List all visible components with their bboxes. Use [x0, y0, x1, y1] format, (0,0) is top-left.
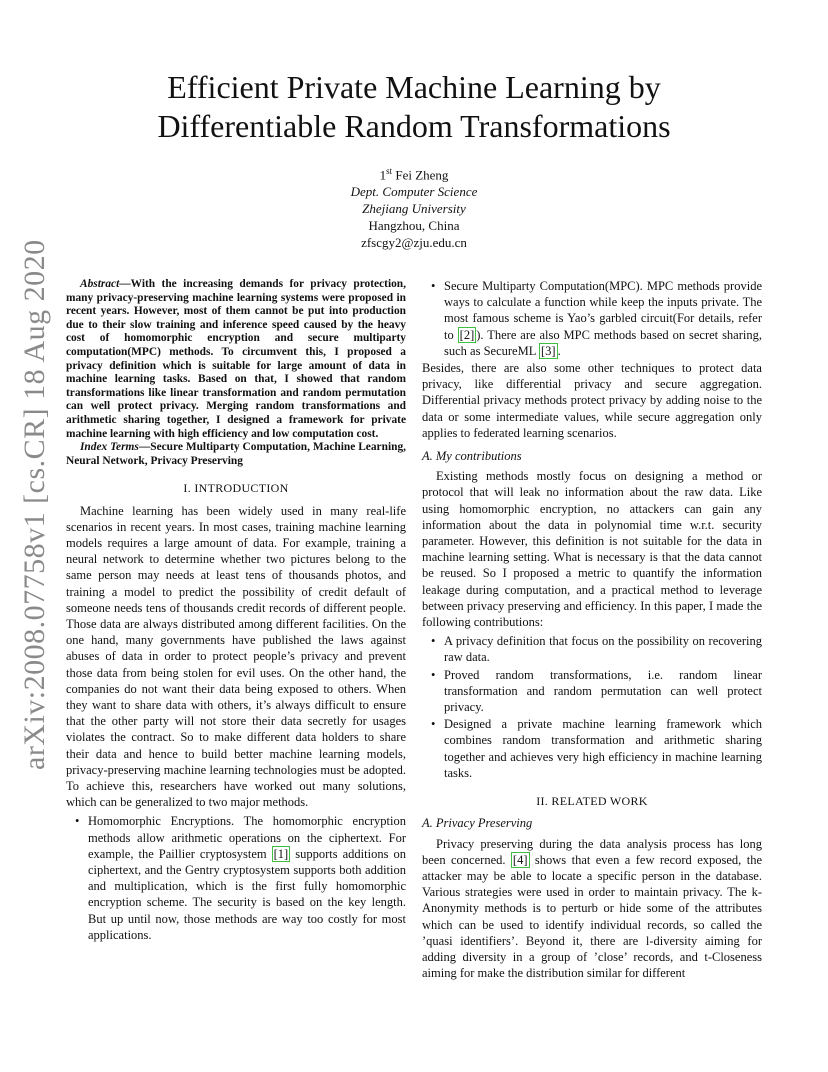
privacy-preserving-heading: A. Privacy Preserving — [422, 816, 533, 831]
privacy-text-a: Privacy preserving during the data analysis process has long been concerned. — [422, 836, 762, 867]
author-university: Zhejiang University — [362, 201, 466, 217]
intro-paragraph: Machine learning has been widely used in many real-life scenarios in recent years. In most cases, training machine learning models requires a large amount of data. For example, training a neural network to determine whether two pictures belong to the same person may needs at least tens of thousands photos, and training a model to predict the possibility of credit default of someone needs tens of thousands credit records of different people. Those data are always distributed among different facilities. On the one hand, many governments have published the laws against abuses of data in order to protect people’s privacy and prevent those data from being stolen for evil uses. On the other hand, the companies do not want their data being exposed to others. When they want to share data with others, it’s always difficult to ensure that the other party will not store their data secretly for usages violates the contract. So to make different data holders to share their data and hence to build better machine learning models, privacy-preserving machine learning technologies must be adopted. To achieve this, researchers have worked out many solutions, which can be generalized to two major methods. — [66, 503, 406, 810]
citation-link-3[interactable]: [3] — [541, 343, 556, 358]
intro-bullets-continued — [422, 278, 762, 359]
author-dept: Dept. Computer Science — [350, 184, 478, 200]
contributions-paragraph: Existing methods mostly focus on designing a method or protocol that will leak no information about the raw data. Like using homomorphic encryption, no attackers can gain any information about the data in polynomial time w.r.t. security parameter. However, this definition is not suitable for the data in machine learning setting. What is necessary is that the data cannot be reused. So I proposed a metric to quantify the information leakage during computation, and a practical method to leverage between privacy preserving and efficiency. In this paper, I made the following contributions: — [422, 469, 762, 630]
left-column — [66, 278, 406, 944]
bullet-mpc-text-c: . — [557, 343, 561, 358]
author-block — [214, 163, 614, 251]
abstract-lead: Abstract — [80, 278, 120, 290]
bullet-homomorphic-text-b: supports additions on ciphertext, and the Gentry cryptosystem supports both addition and multiplication, which is the first fully homomorphic encryption scheme. The security is based on the key length. But up until now, those methods are way too costly for most applications. — [88, 846, 406, 942]
author-email[interactable]: zfscgy2@zju.edu.cn — [361, 235, 467, 251]
abstract-text: With the increasing demands for privacy protection, many privacy-preserving machine learning systems were proposed in recent years. However, most of them cannot be put into production due to their slow training and inference speed caused by the heavy cost of homomorphic encryption and secure multiparty computation(MPC) methods. To circumvent this, I proposed a privacy definition which is suitable for large amount of data in machine learning tasks. Based on that, I showed that random transformations like linear transformation and random permutation can well protect privacy. Merging random transformations and arithmetic sharing together, I designed a framework for private machine learning with high efficiency and low computation cost. — [66, 278, 406, 440]
author-location: Hangzhou, China — [368, 218, 460, 234]
contributions-heading: A. My contributions — [422, 449, 522, 464]
abstract-dash: — — [119, 278, 131, 290]
intro-bullets — [66, 813, 406, 943]
privacy-paragraph — [422, 836, 762, 982]
index-terms-text: —Secure Multiparty Computation, Machine Learning, Neural Network, Privacy Preserving — [66, 441, 406, 467]
contribution-item: • Designed a private machine learning framework which combines random transformation and arithmetic sharing together and achieves very high efficiency in machine learning tasks. — [444, 716, 762, 781]
abstract — [66, 278, 406, 441]
contributions-list — [422, 633, 762, 781]
citation-link-1[interactable]: [1] — [273, 846, 289, 861]
author-name: Fei Zheng — [395, 167, 449, 183]
section-related-work-heading: II. RELATED WORK — [536, 794, 648, 809]
bullet-mpc-text-b: ). There are also MPC methods based on secret sharing, such as SecureML — [444, 327, 762, 358]
index-terms — [66, 441, 406, 468]
besides-paragraph: Besides, there are also some other techniques to protect data privacy, like differential privacy and secure aggregation. Differential privacy methods protect privacy by adding noise to the data or some intermediate values, while secure aggregation only applies to federated learning scenarios. — [422, 361, 762, 440]
contribution-item: • A privacy definition that focus on the possibility on recovering raw data. — [444, 633, 762, 665]
contribution-item: • Proved random transformations, i.e. random linear transformation and random permutation can well protect privacy. — [444, 667, 762, 716]
bullet-homomorphic — [88, 813, 406, 943]
bullet-homomorphic-text-a: Homomorphic Encryptions. The homomorphic encryption methods allow arithmetic operations on the ciphertext. For example, the Paillier cryptosystem — [88, 814, 406, 861]
title-line-2: Differentiable Random Transformations — [157, 108, 671, 144]
paper-title — [90, 68, 738, 146]
index-terms-lead: Index Terms — [80, 441, 139, 454]
author-rank: 1 — [379, 167, 387, 183]
section-introduction-heading: I. INTRODUCTION — [183, 481, 289, 496]
privacy-text-b: shows that even a few record exposed, the attacker may be able to locate a specific person in the database. Various strategies were used in order to maintain privacy. The k-Anonymity methods is to perturb or hide some of the attributes which can be used to identify individual records, so called the ’quasi identifiers’. Beyond it, there are l-diversity aiming for adding diversity in a group of ’close’ records, and t-Closeness aiming for make the distribution similar for different — [422, 852, 762, 981]
right-column — [422, 278, 762, 981]
author-name-line — [214, 163, 614, 183]
arxiv-stamp: arXiv:2008.07758v1 [cs.CR] 18 Aug 2020 — [18, 239, 51, 770]
author-rank-sup: st — [386, 166, 393, 176]
bullet-mpc-text-a: Secure Multiparty Computation(MPC). MPC methods provide ways to calculate a function while keep the inputs private. The most famous scheme is Yao’s garbled circuit(For details, refer to — [444, 279, 762, 342]
bullet-mpc — [444, 278, 762, 359]
title-line-1: Efficient Private Machine Learning by — [167, 69, 661, 105]
citation-link-2[interactable]: [2] — [459, 327, 475, 342]
citation-link-4[interactable]: [4] — [512, 852, 528, 867]
